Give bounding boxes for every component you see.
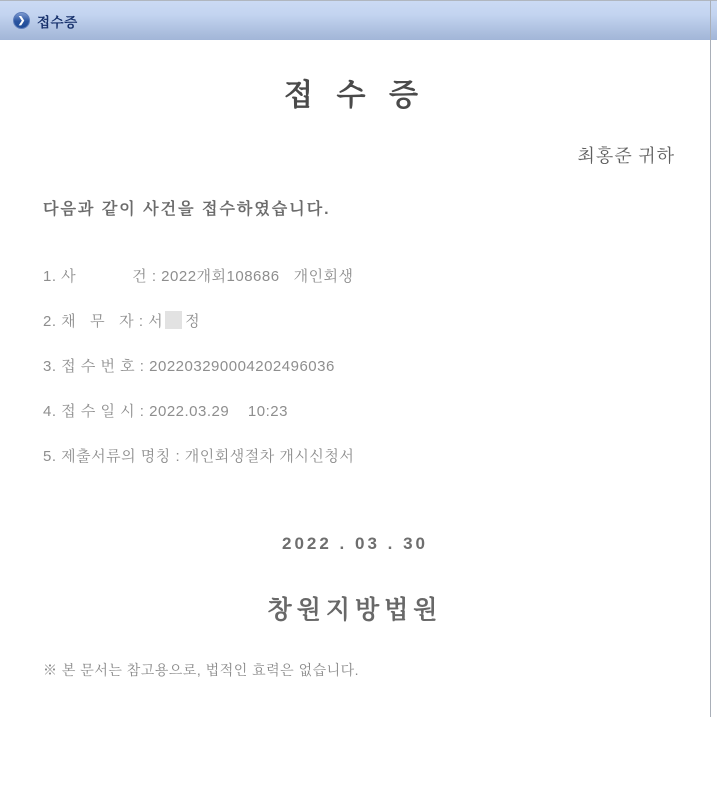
receipt-detail-list [43, 265, 673, 490]
page-header-bar [0, 0, 717, 40]
disclaimer-note: ※ 본 문서는 참고용으로, 법적인 효력은 없습니다. [43, 662, 360, 678]
chevron-right-circle-icon: ❯ [13, 12, 30, 29]
debtor-row [43, 310, 673, 355]
page-header-title: 접수증 [37, 14, 78, 30]
submitted-document-row: 5. 제출서류의 명칭 : 개인회생절차 개시신청서 [43, 448, 355, 465]
content-right-border [710, 0, 711, 717]
document-title: 접 수 증 [284, 79, 426, 112]
debtor-row-prefix: 2. 채 무 자 : 서 [43, 313, 164, 330]
recipient-name: 최홍준 귀하 [577, 146, 675, 166]
receipt-number-row: 3. 접 수 번 호 : 202203290004202496036 [43, 358, 335, 375]
case-number-row: 1. 사 건 : 2022개회108686 개인회생 [43, 268, 354, 285]
debtor-row-suffix: 정 [185, 313, 201, 330]
court-name: 창원지방법원 [267, 597, 443, 624]
issue-date: 2022 . 03 . 30 [282, 534, 428, 553]
intro-statement: 다음과 같이 사건을 접수하였습니다. [43, 201, 331, 218]
receipt-datetime-row: 4. 접 수 일 시 : 2022.03.29 10:23 [43, 403, 288, 420]
redaction-box [165, 311, 182, 329]
